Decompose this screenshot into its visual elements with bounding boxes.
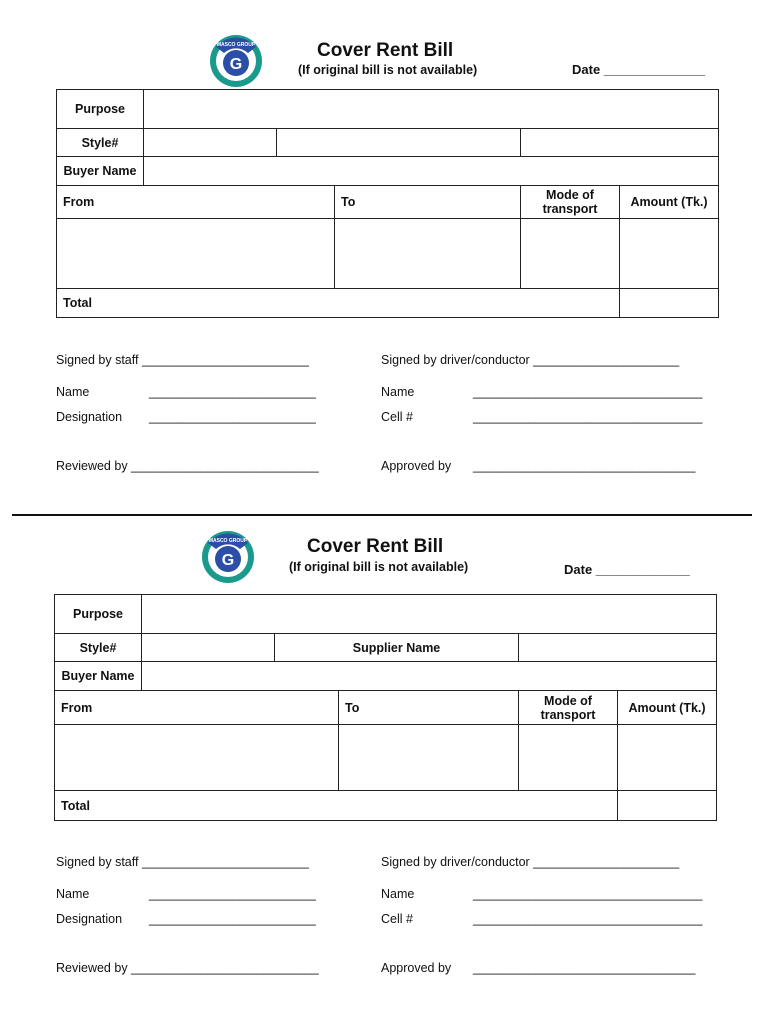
amount-input[interactable] bbox=[620, 219, 719, 289]
amount-input[interactable] bbox=[618, 725, 717, 791]
staff-name-line[interactable]: ________________________ bbox=[149, 385, 316, 399]
reviewed-by[interactable]: Reviewed by ___________________________ bbox=[56, 459, 319, 473]
svg-text:MASCO GROUP: MASCO GROUP bbox=[216, 42, 256, 48]
amount-header: Amount (Tk.) bbox=[620, 186, 719, 219]
reviewed-by[interactable]: Reviewed by ___________________________ bbox=[56, 961, 319, 975]
buyer-name-label: Buyer Name bbox=[57, 157, 144, 186]
mode-of-transport-input[interactable] bbox=[519, 725, 618, 791]
total-input[interactable] bbox=[620, 289, 719, 318]
approved-by-label: Approved by bbox=[381, 961, 452, 975]
supplier-name-label: Supplier Name bbox=[275, 634, 519, 662]
style-input[interactable] bbox=[144, 129, 277, 157]
cell-line[interactable]: _________________________________ bbox=[473, 912, 703, 926]
company-logo-icon bbox=[200, 529, 256, 585]
from-header: From bbox=[57, 186, 335, 219]
form-subtitle: (If original bill is not available) bbox=[298, 63, 478, 77]
style-label: Style# bbox=[57, 129, 144, 157]
cell-label: Cell # bbox=[381, 410, 413, 424]
designation-label: Designation bbox=[56, 912, 123, 926]
total-label: Total bbox=[55, 791, 618, 821]
cell-label: Cell # bbox=[381, 912, 413, 926]
mode-of-transport-input[interactable] bbox=[521, 219, 620, 289]
driver-name-line[interactable]: _________________________________ bbox=[473, 385, 703, 399]
from-input[interactable] bbox=[57, 219, 335, 289]
to-input[interactable] bbox=[339, 725, 519, 791]
purpose-input[interactable] bbox=[142, 595, 717, 634]
style-label: Style# bbox=[55, 634, 142, 662]
to-input[interactable] bbox=[335, 219, 521, 289]
cell-line[interactable]: _________________________________ bbox=[473, 410, 703, 424]
from-input[interactable] bbox=[55, 725, 339, 791]
mode-of-transport-header: Mode of transport bbox=[521, 186, 620, 219]
signed-by-staff[interactable]: Signed by staff ________________________ bbox=[56, 353, 309, 367]
purpose-label: Purpose bbox=[55, 595, 142, 634]
bill-table bbox=[54, 594, 717, 821]
total-label: Total bbox=[57, 289, 620, 318]
to-header: To bbox=[335, 186, 521, 219]
purpose-input[interactable] bbox=[144, 90, 719, 129]
bill-table bbox=[56, 89, 719, 318]
staff-name-label: Name bbox=[56, 887, 90, 901]
page-divider bbox=[12, 514, 752, 516]
driver-name-label: Name bbox=[381, 385, 415, 399]
date-field[interactable]: Date ______________ bbox=[572, 62, 706, 77]
form-subtitle: (If original bill is not available) bbox=[289, 560, 469, 574]
supplier-name-input[interactable] bbox=[519, 634, 717, 662]
supplier-name-cell[interactable] bbox=[277, 129, 521, 157]
svg-text:G: G bbox=[229, 56, 243, 73]
signed-by-driver[interactable]: Signed by driver/conductor _____________________ bbox=[381, 353, 680, 367]
form-title: Cover Rent Bill bbox=[307, 536, 444, 557]
driver-name-line[interactable]: _________________________________ bbox=[473, 887, 703, 901]
style-input[interactable] bbox=[142, 634, 275, 662]
from-header: From bbox=[55, 691, 339, 725]
approved-by-line[interactable]: ________________________________ bbox=[473, 961, 696, 975]
designation-line[interactable]: ________________________ bbox=[149, 410, 316, 424]
designation-line[interactable]: ________________________ bbox=[149, 912, 316, 926]
designation-label: Designation bbox=[56, 410, 123, 424]
signed-by-staff[interactable]: Signed by staff ________________________ bbox=[56, 855, 309, 869]
staff-name-line[interactable]: ________________________ bbox=[149, 887, 316, 901]
svg-text:G: G bbox=[221, 552, 235, 569]
svg-text:MASCO GROUP: MASCO GROUP bbox=[208, 538, 248, 544]
buyer-name-input[interactable] bbox=[142, 662, 717, 691]
mode-of-transport-header: Mode of transport bbox=[519, 691, 618, 725]
staff-name-label: Name bbox=[56, 385, 90, 399]
buyer-name-input[interactable] bbox=[144, 157, 719, 186]
approved-by-line[interactable]: ________________________________ bbox=[473, 459, 696, 473]
buyer-name-label: Buyer Name bbox=[55, 662, 142, 691]
company-logo-icon bbox=[208, 33, 264, 89]
date-field[interactable]: Date _____________ bbox=[564, 562, 690, 577]
signed-by-driver[interactable]: Signed by driver/conductor _____________________ bbox=[381, 855, 680, 869]
form-title: Cover Rent Bill bbox=[317, 40, 454, 61]
total-input[interactable] bbox=[618, 791, 717, 821]
supplier-name-input[interactable] bbox=[521, 129, 719, 157]
driver-name-label: Name bbox=[381, 887, 415, 901]
purpose-label: Purpose bbox=[57, 90, 144, 129]
amount-header: Amount (Tk.) bbox=[618, 691, 717, 725]
to-header: To bbox=[339, 691, 519, 725]
approved-by-label: Approved by bbox=[381, 459, 452, 473]
